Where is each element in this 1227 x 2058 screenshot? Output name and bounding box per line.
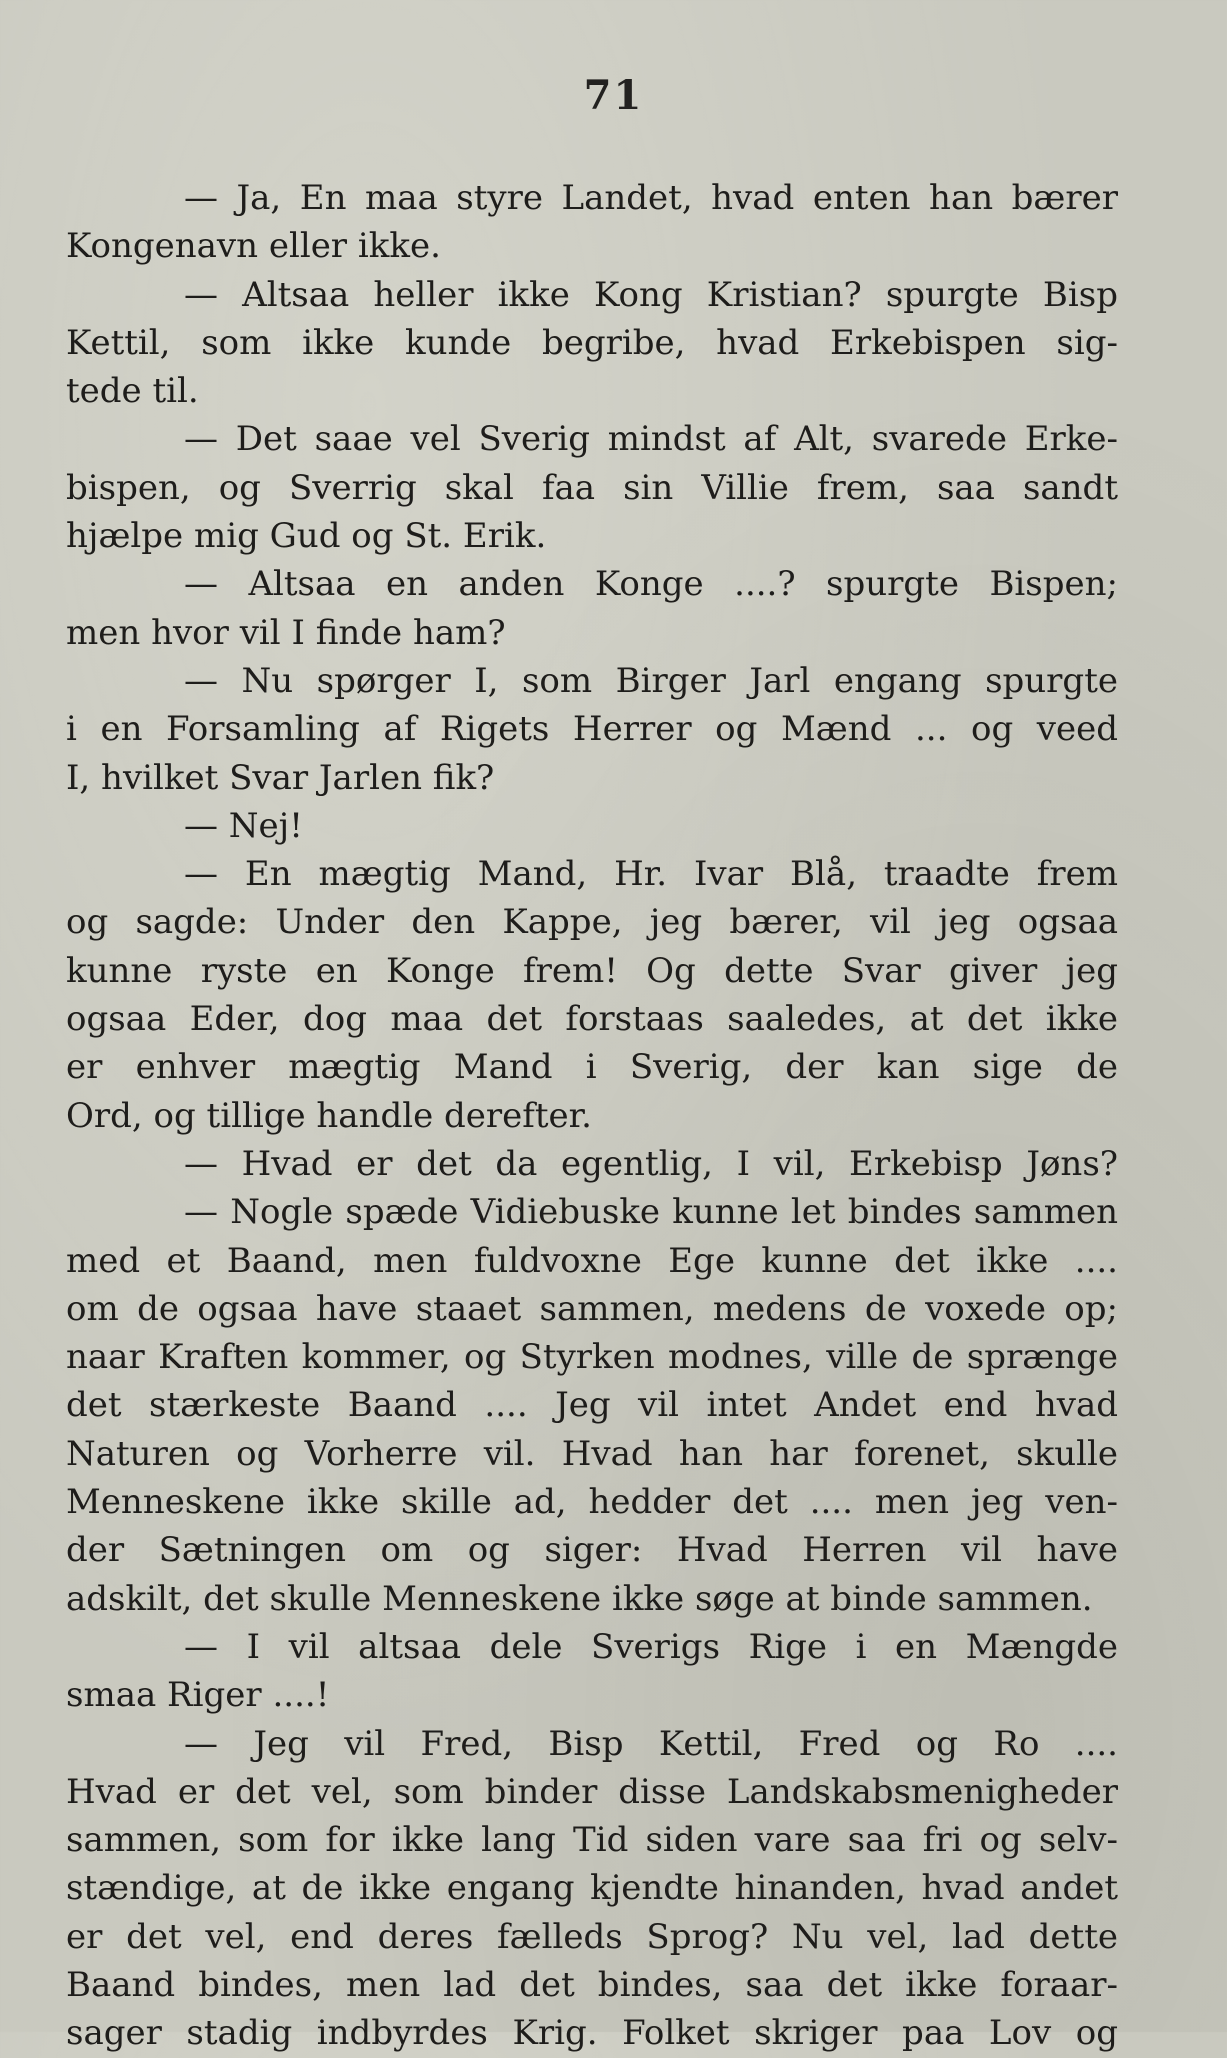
text-line: sager stadig indbyrdes Krig. Folket skriger paa Lov og [66,2013,1118,2054]
text-line: Hvad er det vel, som binder disse Landskabsmenigheder [66,1771,1118,1812]
text-line: — Nej! [184,805,303,846]
text-line: I, hvilket Svar Jarlen fik? [66,757,495,798]
text-line: — Nu spørger I, som Birger Jarl engang spurgte [184,660,1118,701]
text-line: i en Forsamling af Rigets Herrer og Mænd ... og veed [66,709,1118,750]
text-line: hjælpe mig Gud og St. Erik. [66,516,547,557]
text-line: er enhver mægtig Mand i Sverig, der kan sige de [66,1047,1118,1088]
text-line: tede til. [66,371,199,412]
text-line: — Nogle spæde Vidiebuske kunne let bindes sammen [184,1192,1118,1233]
text-line: smaa Riger ....! [66,1675,330,1716]
text-line: kunne ryste en Konge frem! Og dette Svar giver jeg [66,950,1118,991]
text-line: stændige, at de ikke engang kjendte hinanden, hvad andet [66,1868,1118,1909]
text-line: naar Kraften kommer, og Styrken modnes, ville de sprænge [66,1337,1118,1378]
text-line: er det vel, end deres fælleds Sprog? Nu vel, lad dette [66,1916,1118,1957]
text-line: Ord, og tillige handle derefter. [66,1095,592,1136]
text-line: Menneskene ikke skille ad, hedder det .... men jeg ven- [66,1482,1118,1523]
text-line: der Sætningen om og siger: Hvad Herren vil have [66,1530,1118,1571]
text-line: Naturen og Vorherre vil. Hvad han har forenet, skulle [66,1433,1118,1474]
text-line: ogsaa Eder, dog maa det forstaas saaledes, at det ikke [66,999,1118,1040]
text-line: med et Baand, men fuldvoxne Ege kunne det ikke .... [66,1240,1118,1281]
text-line: — En mægtig Mand, Hr. Ivar Blå, traadte frem [184,854,1118,895]
text-line: bispen, og Sverrig skal faa sin Villie frem, saa sandt [66,467,1118,508]
text-line: adskilt, det skulle Menneskene ikke søge at binde sammen. [66,1578,1093,1619]
text-line: — Jeg vil Fred, Bisp Kettil, Fred og Ro .... [184,1723,1118,1764]
page-text [66,174,1118,2058]
text-line: Kettil, som ikke kunde begribe, hvad Erkebispen sig- [66,322,1118,363]
text-line: Kongenavn eller ikke. [66,226,441,267]
text-line: sammen, som for ikke lang Tid siden vare saa fri og selv- [66,1820,1118,1861]
text-line: — Altsaa heller ikke Kong Kristian? spurgte Bisp [184,274,1118,315]
text-line: og sagde: Under den Kappe, jeg bærer, vil jeg ogsaa [66,902,1118,943]
text-line: — Hvad er det da egentlig, I vil, Erkebisp Jøns? [184,1143,1118,1184]
text-line: — I vil altsaa dele Sverigs Rige i en Mængde [184,1626,1118,1667]
text-line: om de ogsaa have staaet sammen, medens de voxede op; [66,1288,1118,1329]
text-line: det stærkeste Baand .... Jeg vil intet Andet end hvad [66,1385,1118,1426]
text-line: — Det saae vel Sverig mindst af Alt, svarede Erke- [184,419,1118,460]
text-line: — Ja, En maa styre Landet, hvad enten han bærer [184,178,1118,218]
page-number: 71 [583,72,644,119]
text-line: men hvor vil I finde ham? [66,612,506,653]
text-line: Baand bindes, men lad det bindes, saa det ikke foraar- [66,1964,1118,2005]
text-line: — Altsaa en anden Konge ....? spurgte Bispen; [184,564,1118,605]
